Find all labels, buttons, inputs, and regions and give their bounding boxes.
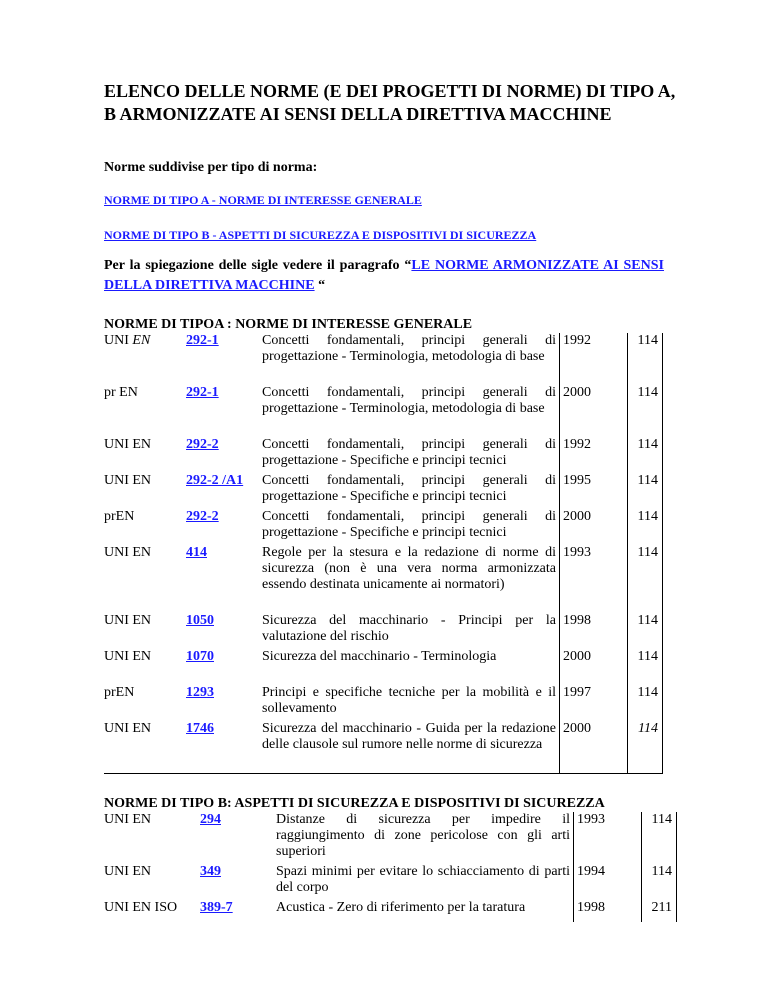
link-tipo-a[interactable]: NORME DI TIPO A - NORME DI INTERESSE GENERALE xyxy=(104,193,422,207)
norm-year: 1993 xyxy=(560,545,628,613)
norm-prefix: UNI EN xyxy=(104,545,152,560)
norm-number-link[interactable]: 414 xyxy=(186,545,207,560)
table-row xyxy=(104,900,677,922)
norm-page: 114 xyxy=(642,812,677,864)
norm-number-cell xyxy=(186,613,262,649)
norm-number-link[interactable]: 292-2 /A1 xyxy=(186,473,244,488)
norm-description: Principi e specifiche tecniche per la mobilità e il sollevamento xyxy=(262,685,556,716)
norm-year: 2000 xyxy=(560,509,628,545)
norm-number-link[interactable]: 1746 xyxy=(186,721,214,736)
norm-number-cell xyxy=(186,333,262,385)
norm-description: Regole per la stesura e la redazione di norme di sicurezza (non è una vera norma armonizzata essendo destinata unicamente ai normatori) xyxy=(262,545,556,592)
norm-number-cell xyxy=(186,473,262,509)
table-row xyxy=(104,685,663,721)
norm-description: Concetti fondamentali, principi generali di progettazione - Specifiche e principi tecnici xyxy=(262,437,556,468)
norm-year: 1997 xyxy=(560,685,628,721)
document-title: ELENCO DELLE NORME (E DEI PROGETTI DI NORME) DI TIPO A, B ARMONIZZATE AI SENSI DELLA DIRETTIVA MACCHINE xyxy=(104,81,676,124)
norm-prefix: UNI EN ISO xyxy=(104,900,178,915)
norm-page: 114 xyxy=(628,509,663,545)
norm-number-link[interactable]: 294 xyxy=(200,812,221,827)
norm-prefix: pr EN xyxy=(104,385,138,400)
norm-year: 1992 xyxy=(560,333,628,385)
norm-number-cell xyxy=(186,721,262,773)
norm-description: Sicurezza del macchinario - Principi per la valutazione del rischio xyxy=(262,613,556,644)
table-tipo-b xyxy=(104,812,677,922)
table-row xyxy=(104,613,663,649)
table-row xyxy=(104,812,677,864)
norm-prefix: prEN xyxy=(104,685,135,700)
norm-year: 1998 xyxy=(560,613,628,649)
norm-number-cell xyxy=(186,437,262,473)
norm-number-link[interactable]: 292-1 xyxy=(186,333,219,348)
norm-page: 114 xyxy=(628,685,663,721)
table-row xyxy=(104,864,677,900)
intro-paragraph xyxy=(104,256,664,296)
norm-page: 114 xyxy=(628,385,663,437)
subheading: Norme suddivise per tipo di norma: xyxy=(104,160,318,175)
norm-prefix: UNI EN xyxy=(104,437,152,452)
link-tipo-b[interactable]: NORME DI TIPO B - ASPETTI DI SICUREZZA E DISPOSITIVI DI SICUREZZA xyxy=(104,228,537,242)
norm-description: Concetti fondamentali, principi generali di progettazione - Specifiche e principi tecnici xyxy=(262,509,556,540)
norm-number-link[interactable]: 292-2 xyxy=(186,509,219,524)
norm-page: 114 xyxy=(642,864,677,900)
norm-year: 2000 xyxy=(560,649,628,685)
table-row xyxy=(104,721,663,773)
table-row xyxy=(104,333,663,385)
norm-description: Sicurezza del macchinario - Guida per la redazione delle clausole sul rumore nelle norme di sicurezza xyxy=(262,721,556,752)
norm-prefix: UNI EN xyxy=(104,613,152,628)
norm-year: 1992 xyxy=(560,437,628,473)
norm-prefix: UNI EN xyxy=(104,333,151,348)
norm-number-link[interactable]: 292-1 xyxy=(186,385,219,400)
norm-number-cell xyxy=(186,649,262,685)
table-row xyxy=(104,545,663,613)
norm-number-cell xyxy=(186,385,262,437)
norm-description: Distanze di sicurezza per impedire il raggiungimento di zone pericolose con gli arti superiori xyxy=(276,812,570,859)
norm-number-cell xyxy=(186,509,262,545)
norm-page: 114 xyxy=(628,721,663,773)
norm-page: 114 xyxy=(628,473,663,509)
link-norme-armonizzate[interactable]: LE NORME ARMONIZZATE AI SENSI DELLA DIRETTIVA MACCHINE xyxy=(104,258,664,293)
section-a-title: NORME DI TIPOA : NORME DI INTERESSE GENERALE xyxy=(104,317,473,332)
intro-end: “ xyxy=(314,278,326,293)
norm-year: 1993 xyxy=(574,812,642,864)
norm-description: Acustica - Zero di riferimento per la taratura xyxy=(276,900,526,915)
norm-page: 114 xyxy=(628,545,663,613)
norm-description: Sicurezza del macchinario - Terminologia xyxy=(262,649,497,664)
norm-number-cell xyxy=(186,812,276,864)
norm-number-cell xyxy=(186,864,276,900)
norm-prefix: UNI EN xyxy=(104,473,152,488)
norm-year: 1998 xyxy=(574,900,642,922)
table-tipo-a xyxy=(104,333,663,774)
norm-number-link[interactable]: 1070 xyxy=(186,649,214,664)
norm-description: Spazi minimi per evitare lo schiacciamento di parti del corpo xyxy=(276,864,570,895)
norm-number-cell xyxy=(186,685,262,721)
norm-number-link[interactable]: 292-2 xyxy=(186,437,219,452)
norm-prefix: UNI EN xyxy=(104,864,152,879)
norm-number-link[interactable]: 349 xyxy=(200,864,221,879)
norm-page: 211 xyxy=(642,900,677,922)
norm-page: 114 xyxy=(628,649,663,685)
norm-number-link[interactable]: 1050 xyxy=(186,613,214,628)
section-b-title: NORME DI TIPO B: ASPETTI DI SICUREZZA E DISPOSITIVI DI SICUREZZA xyxy=(104,796,605,811)
norm-prefix: UNI EN xyxy=(104,812,152,827)
norm-number-link[interactable]: 389-7 xyxy=(200,900,233,915)
norm-prefix: UNI EN xyxy=(104,721,152,736)
norm-description: Concetti fondamentali, principi generali di progettazione - Terminologia, metodologia di base xyxy=(262,333,556,364)
norm-number-cell xyxy=(186,900,276,922)
intro-text: Per la spiegazione delle sigle vedere il paragrafo “ xyxy=(104,258,412,273)
table-row xyxy=(104,473,663,509)
norm-number-link[interactable]: 1293 xyxy=(186,685,214,700)
norm-prefix: UNI EN xyxy=(104,649,152,664)
norm-description: Concetti fondamentali, principi generali di progettazione - Specifiche e principi tecnici xyxy=(262,473,556,504)
norm-page: 114 xyxy=(628,437,663,473)
table-row xyxy=(104,509,663,545)
norm-description: Concetti fondamentali, principi generali di progettazione - Terminologia, metodologia di base xyxy=(262,385,556,416)
norm-year: 1995 xyxy=(560,473,628,509)
norm-year: 2000 xyxy=(560,385,628,437)
table-row xyxy=(104,385,663,437)
norm-year: 2000 xyxy=(560,721,628,773)
norm-number-cell xyxy=(186,545,262,613)
norm-year: 1994 xyxy=(574,864,642,900)
table-row xyxy=(104,649,663,685)
table-row xyxy=(104,437,663,473)
norm-page: 114 xyxy=(628,333,663,385)
norm-prefix: prEN xyxy=(104,509,135,524)
norm-page: 114 xyxy=(628,613,663,649)
